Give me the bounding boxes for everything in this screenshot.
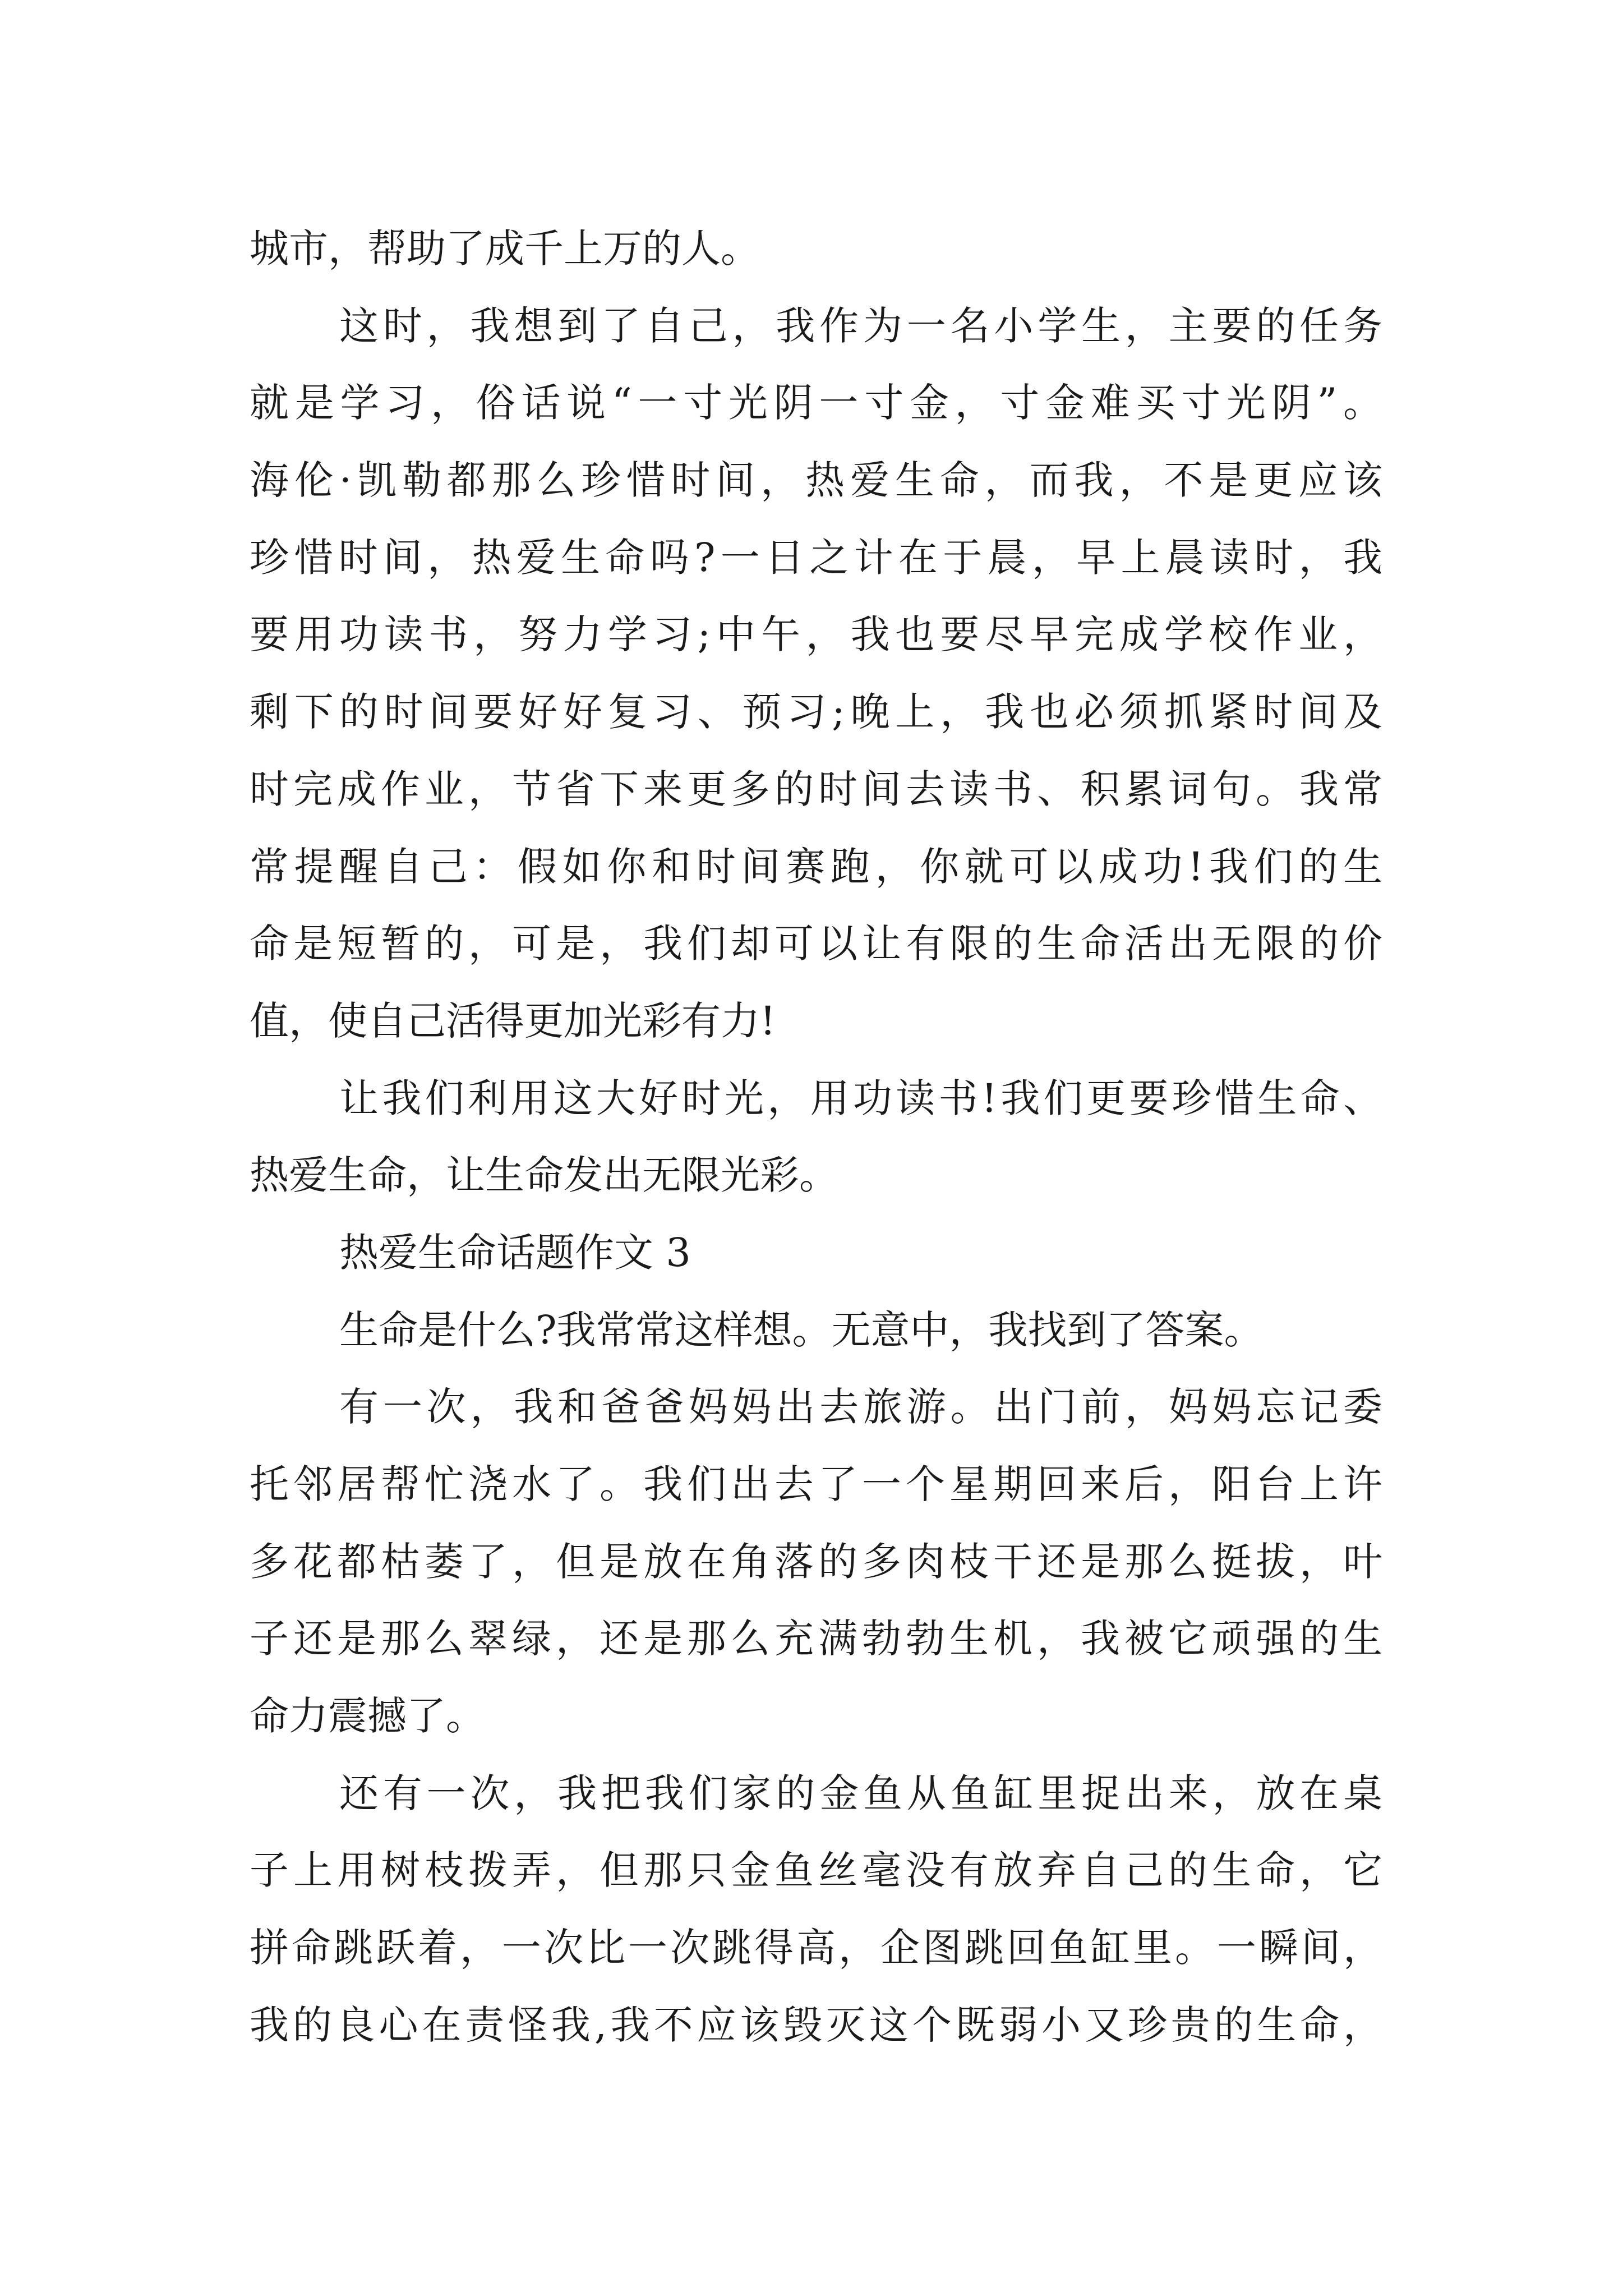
text-line: 海伦·凯勒都那么珍惜时间，热爱生命，而我，不是更应该 — [250, 457, 1382, 504]
text-line: 多花都枯萎了，但是放在角落的多肉枝干还是那么挺拔，叶 — [250, 1538, 1382, 1585]
text-line: 子上用树枝拨弄，但那只金鱼丝毫没有放弃自己的生命，它 — [250, 1847, 1382, 1894]
document-body — [250, 210, 1382, 2064]
text-line: 值，使自己活得更加光彩有力! — [250, 997, 776, 1044]
paragraph-start-line: 让我们利用这大好时光，用功读书!我们更要珍惜生命、 — [339, 1075, 1382, 1121]
text-line: 命力震撼了。 — [250, 1693, 485, 1740]
paragraph-start-line: 有一次，我和爸爸妈妈出去旅游。出门前，妈妈忘记委 — [339, 1384, 1382, 1430]
text-line: 我的良心在责怪我,我不应该毁灭这个既弱小又珍贵的生命， — [250, 2001, 1382, 2048]
text-line: 子还是那么翠绿，还是那么充满勃勃生机，我被它顽强的生 — [250, 1616, 1382, 1662]
text-line: 拼命跳跃着，一次比一次跳得高，企图跳回鱼缸里。一瞬间， — [250, 1925, 1382, 1971]
text-line: 托邻居帮忙浇水了。我们出去了一个星期回来后，阳台上许 — [250, 1461, 1382, 1507]
text-line: 时完成作业，节省下来更多的时间去读书、积累词句。我常 — [250, 766, 1382, 812]
text-line: 要用功读书，努力学习;中午，我也要尽早完成学校作业， — [250, 611, 1382, 658]
text-line: 热爱生命，让生命发出无限光彩。 — [250, 1152, 838, 1199]
text-line: 珍惜时间，热爱生命吗?一日之计在于晨，早上晨读时，我 — [250, 534, 1382, 581]
paragraph-start-line: 生命是什么?我常常这样想。无意中，我找到了答案。 — [339, 1306, 1264, 1353]
paragraph-start-line: 还有一次，我把我们家的金鱼从鱼缸里捉出来，放在桌 — [339, 1770, 1382, 1816]
section-heading: 热爱生命话题作文 3 — [339, 1229, 691, 1276]
text-line: 命是短暂的，可是，我们却可以让有限的生命活出无限的价 — [250, 921, 1382, 967]
text-line: 城市，帮助了成千上万的人。 — [250, 226, 760, 272]
paragraph-start-line: 这时，我想到了自己，我作为一名小学生，主要的任务 — [339, 302, 1382, 349]
text-line: 常提醒自己：假如你和时间赛跑，你就可以成功!我们的生 — [250, 843, 1382, 890]
text-line: 就是学习，俗话说“一寸光阴一寸金，寸金难买寸光阴”。 — [250, 380, 1382, 426]
text-line: 剩下的时间要好好复习、预习;晚上，我也必须抓紧时间及 — [250, 689, 1382, 735]
